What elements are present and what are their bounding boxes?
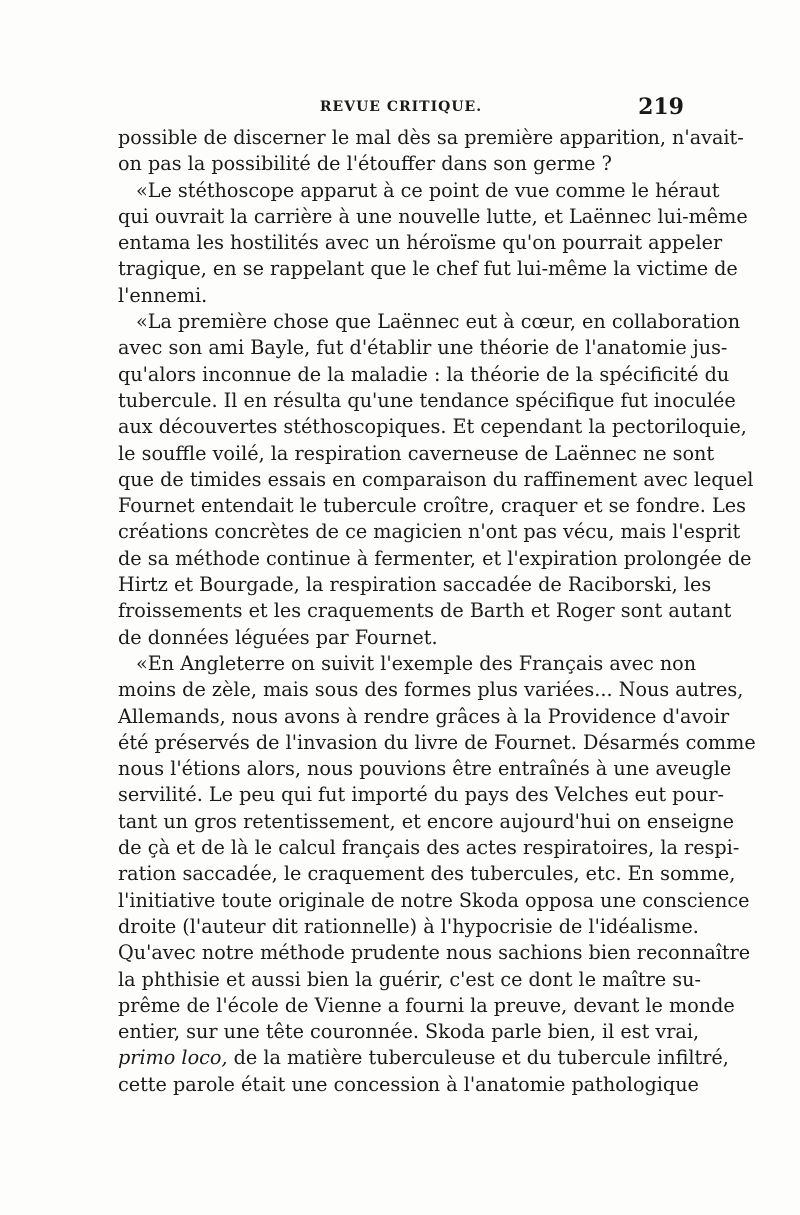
text-line: servilité. Le peu qui fut importé du pays des Velches eut pour- [118,783,725,807]
text-line: prême de l'école de Vienne a fourni la preuve, devant le monde [118,993,735,1017]
text-line: de çà et de là le calcul français des actes respiratoires, la respi- [118,836,740,860]
text-line: cette parole était une concession à l'anatomie pathologique [118,1072,699,1096]
text-line: «Le stéthoscope apparut à ce point de vue comme le héraut [136,178,720,202]
text-line: moins de zèle, mais sous des formes plus variées... Nous autres, [118,678,744,702]
text-line: entama les hostilités avec un héroïsme qu'on pourrait appeler [118,231,723,255]
text-line: Hirtz et Bourgade, la respiration saccadée de Raciborski, les [118,573,712,597]
text-line: froissements et les craquements de Barth et Roger sont autant [118,599,732,623]
text-line-italic [118,1045,729,1071]
text-line: possible de discerner le mal dès sa première apparition, n'avait- [118,126,744,149]
line-rest: de la matière tuberculeuse et du tubercule infiltré, [227,1046,729,1070]
running-title: REVUE CRITIQUE. [319,99,483,115]
text-line: tubercule. Il en résulta qu'une tendance spécifique fut inoculée [118,388,736,412]
text-line: Fournet entendait le tubercule croître, craquer et se fondre. Les [118,494,746,518]
text-line: l'initiative toute originale de notre Skoda opposa une conscience [118,888,750,912]
text-line: l'ennemi. [118,283,208,307]
text-line: qu'alors inconnue de la maladie : la théorie de la spécificité du [118,362,730,386]
text-line: été préservés de l'invasion du livre de Fournet. Désarmés comme [118,730,756,754]
text-line: avec son ami Bayle, fut d'établir une théorie de l'anatomie jus- [118,336,728,360]
text-line: «La première chose que Laënnec eut à cœur, en collaboration [136,310,741,334]
text-line: Qu'avec notre méthode prudente nous sachions bien reconnaître [118,941,751,965]
text-line: tragique, en se rappelant que le chef fut lui-même la victime de [118,257,738,281]
text-line: qui ouvrait la carrière à une nouvelle lutte, et Laënnec lui-même [118,204,748,228]
text-line: nous l'étions alors, nous pouvions être entraînés à une aveugle [118,757,732,781]
text-line: la phthisie et aussi bien la guérir, c'est ce dont le maître su- [118,967,701,991]
running-head [118,94,684,120]
italic-phrase: primo loco, [118,1046,228,1070]
text-line: droite (l'auteur dit rationnelle) à l'hypocrisie de l'idéalisme. [118,914,699,938]
text-line: entier, sur une tête couronnée. Skoda parle bien, il est vrai, [118,1020,700,1044]
text-line: aux découvertes stéthoscopiques. Et cependant la pectoriloquie, [118,415,747,439]
body-text [118,125,756,1098]
text-line: de données léguées par Fournet. [118,625,438,649]
text-line: tant un gros retentissement, et encore aujourd'hui on enseigne [118,809,734,833]
text-line: Allemands, nous avons à rendre grâces à la Providence d'avoir [118,704,730,728]
text-line: créations concrètes de ce magicien n'ont pas vécu, mais l'esprit [118,520,741,544]
text-line: on pas la possibilité de l'étouffer dans son germe ? [118,152,612,176]
text-line: que de timides essais en comparaison du raffinement avec lequel [118,467,754,491]
page-number: 219 [638,94,684,120]
text-line: «En Angleterre on suivit l'exemple des Français avec non [136,651,697,675]
text-line: de sa méthode continue à fermenter, et l'expiration prolongée de [118,546,752,570]
text-line: ration saccadée, le craquement des tubercules, etc. En somme, [118,862,736,886]
text-line: le souffle voilé, la respiration caverneuse de Laënnec ne sont [118,441,715,465]
